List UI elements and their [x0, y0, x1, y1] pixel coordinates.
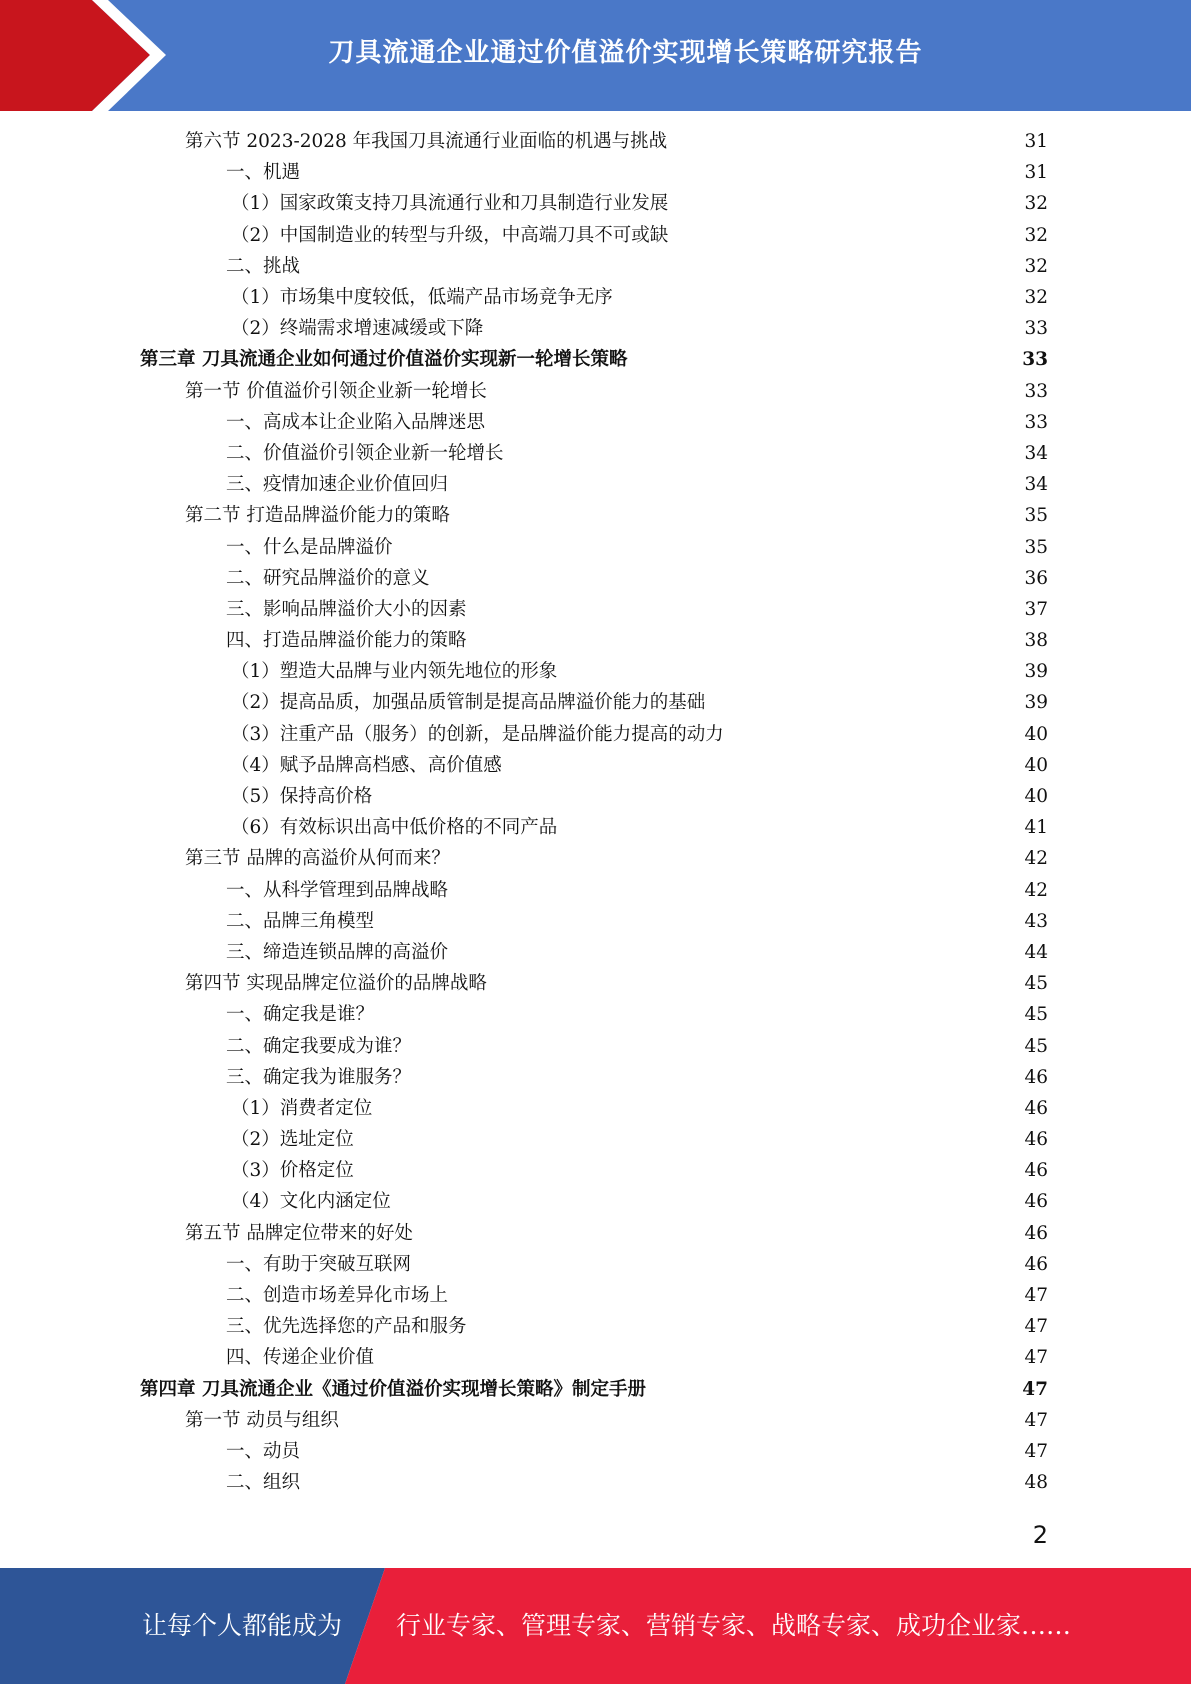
toc-entry-page: 40: [1024, 723, 1048, 745]
toc-entry-label: 第六节 2023-2028 年我国刀具流通行业面临的机遇与挑战: [185, 131, 668, 153]
toc-entry-label: 二、组织: [226, 1472, 301, 1494]
toc-entry-page: 47: [1024, 1347, 1048, 1369]
toc-entry-page: 31: [1024, 162, 1048, 184]
toc-dot-leader: [615, 289, 1023, 309]
toc-entry[interactable]: [140, 407, 1048, 438]
toc-dot-leader: [487, 413, 1022, 433]
toc-entry-label: 一、高成本让企业陷入品牌迷思: [226, 411, 486, 433]
page-footer: [0, 1568, 1191, 1684]
toc-dot-leader: [469, 600, 1023, 620]
toc-entry-page: 34: [1024, 442, 1048, 464]
toc-entry-page: 46: [1024, 1191, 1048, 1213]
toc-entry-label: （2）选址定位: [231, 1129, 354, 1151]
toc-entry[interactable]: [140, 719, 1048, 750]
toc-entry-page: 45: [1024, 973, 1048, 995]
toc-dot-leader: [559, 819, 1022, 839]
toc-entry-page: 42: [1024, 879, 1048, 901]
toc-entry-label: 二、确定我要成为谁？: [226, 1035, 412, 1057]
toc-entry-label: 二、创造市场差异化市场上: [226, 1285, 449, 1307]
toc-entry-page: 38: [1024, 630, 1048, 652]
toc-entry-label: 第四章 刀具流通企业《通过价值溢价实现增长策略》制定手册: [140, 1378, 646, 1400]
toc-entry[interactable]: [140, 1186, 1048, 1217]
toc-entry-label: 一、动员: [226, 1440, 301, 1462]
toc-entry[interactable]: [140, 500, 1048, 531]
toc-entry-page: 45: [1024, 1035, 1048, 1057]
toc-dot-leader: [374, 1099, 1022, 1119]
toc-entry-label: （4）文化内涵定位: [231, 1191, 391, 1213]
toc-entry[interactable]: [140, 1218, 1048, 1249]
toc-entry[interactable]: [140, 875, 1048, 906]
toc-entry[interactable]: [140, 469, 1048, 500]
toc-entry-page: 32: [1024, 255, 1048, 277]
toc-entry-page: 37: [1024, 598, 1048, 620]
toc-entry-label: （2）中国制造业的转型与升级，中高端刀具不可或缺: [231, 224, 669, 246]
toc-entry-label: 第一节 价值溢价引领企业新一轮增长: [185, 380, 487, 402]
toc-entry[interactable]: [140, 438, 1048, 469]
toc-dot-leader: [629, 351, 1020, 371]
toc-dot-leader: [302, 257, 1022, 277]
toc-dot-leader: [504, 756, 1023, 776]
toc-entry-page: 42: [1024, 848, 1048, 870]
toc-entry-page: 32: [1024, 287, 1048, 309]
toc-dot-leader: [432, 569, 1023, 589]
toc-entry[interactable]: [140, 376, 1048, 407]
toc-entry-label: 一、什么是品牌溢价: [226, 536, 393, 558]
toc-entry[interactable]: [140, 968, 1048, 999]
toc-entry-label: （2）提高品质，加强品质管制是提高品牌溢价能力的基础: [231, 692, 706, 714]
toc-dot-leader: [413, 1068, 1022, 1088]
toc-dot-leader: [670, 195, 1022, 215]
toc-entry-page: 32: [1024, 224, 1048, 246]
toc-dot-leader: [450, 943, 1022, 963]
toc-dot-leader: [356, 1162, 1023, 1182]
toc-entry[interactable]: [140, 1280, 1048, 1311]
toc-entry-label: （1）消费者定位: [231, 1097, 373, 1119]
toc-entry[interactable]: [140, 1467, 1048, 1498]
toc-entry-label: （3）价格定位: [231, 1160, 354, 1182]
toc-entry[interactable]: [140, 1405, 1048, 1436]
toc-entry-page: 47: [1024, 1316, 1048, 1338]
toc-entry[interactable]: [140, 843, 1048, 874]
toc-entry-label: 四、传递企业价值: [226, 1347, 375, 1369]
toc-entry-label: 二、品牌三角模型: [226, 910, 375, 932]
toc-dot-leader: [648, 1380, 1020, 1400]
toc-entry-label: 三、疫情加速企业价值回归: [226, 474, 449, 496]
toc-entry-page: 47: [1024, 1285, 1048, 1307]
toc-dot-leader: [485, 320, 1022, 340]
toc-entry-label: 第三节 品牌的高溢价从何而来？: [185, 848, 450, 870]
toc-entry[interactable]: [140, 594, 1048, 625]
footer-slogan-right: 行业专家、管理专家、营销专家、战略专家、成功企业家……: [396, 1611, 1072, 1640]
page-number: 2: [1032, 1521, 1048, 1549]
toc-entry-label: 一、确定我是谁？: [226, 1004, 375, 1026]
toc-entry-page: 39: [1024, 692, 1048, 714]
toc-dot-leader: [302, 164, 1022, 184]
toc-entry-label: （1）市场集中度较低，低端产品市场竞争无序: [231, 287, 613, 309]
toc-entry-page: 36: [1024, 567, 1048, 589]
toc-entry[interactable]: [140, 656, 1048, 687]
toc-dot-leader: [376, 1349, 1022, 1369]
toc-dot-leader: [726, 725, 1023, 745]
toc-entry-page: 41: [1024, 817, 1048, 839]
toc-dot-leader: [506, 444, 1023, 464]
toc-entry-page: 35: [1024, 536, 1048, 558]
toc-entry-label: 第三章 刀具流通企业如何通过价值溢价实现新一轮增长策略: [140, 349, 628, 371]
toc-entry-label: 第二节 打造品牌溢价能力的策略: [185, 505, 450, 527]
toc-dot-leader: [415, 1224, 1023, 1244]
toc-entry-page: 46: [1024, 1160, 1048, 1182]
table-of-contents: [140, 126, 1048, 1498]
toc-entry[interactable]: [140, 1062, 1048, 1093]
toc-entry-label: 四、打造品牌溢价能力的策略: [226, 630, 467, 652]
toc-dot-leader: [374, 788, 1022, 808]
toc-entry[interactable]: [140, 812, 1048, 843]
toc-entry-page: 44: [1024, 941, 1048, 963]
toc-entry[interactable]: [140, 313, 1048, 344]
toc-entry[interactable]: [140, 1311, 1048, 1342]
toc-entry-page: 40: [1024, 754, 1048, 776]
page-header: [0, 0, 1191, 111]
toc-dot-leader: [469, 1318, 1023, 1338]
toc-entry-page: 33: [1022, 349, 1048, 371]
toc-dot-leader: [469, 632, 1023, 652]
toc-entry[interactable]: [140, 1124, 1048, 1155]
toc-entry[interactable]: [140, 625, 1048, 656]
toc-entry-label: （1）国家政策支持刀具流通行业和刀具制造行业发展: [231, 193, 669, 215]
toc-dot-leader: [670, 226, 1022, 246]
toc-entry-label: （4）赋予品牌高档感、高价值感: [231, 754, 502, 776]
toc-entry[interactable]: [140, 344, 1048, 375]
toc-entry-page: 31: [1024, 131, 1048, 153]
toc-entry[interactable]: [140, 1342, 1048, 1373]
toc-entry-page: 39: [1024, 661, 1048, 683]
toc-dot-leader: [452, 507, 1023, 527]
toc-entry-label: 第五节 品牌定位带来的好处: [185, 1222, 413, 1244]
toc-entry-label: （5）保持高价格: [231, 786, 373, 808]
toc-entry-label: 三、影响品牌溢价大小的因素: [226, 598, 467, 620]
toc-entry-label: 二、价值溢价引领企业新一轮增长: [226, 442, 504, 464]
toc-entry-label: 三、确定我为谁服务？: [226, 1066, 412, 1088]
toc-entry-page: 47: [1024, 1409, 1048, 1431]
toc-dot-leader: [302, 1474, 1022, 1494]
toc-dot-leader: [669, 133, 1022, 153]
toc-entry-label: （6）有效标识出高中低价格的不同产品: [231, 817, 558, 839]
toc-entry[interactable]: [140, 220, 1048, 251]
toc-entry-page: 46: [1024, 1066, 1048, 1088]
toc-entry-label: 三、缔造连锁品牌的高溢价: [226, 941, 449, 963]
toc-entry-page: 47: [1024, 1440, 1048, 1462]
toc-entry-page: 43: [1024, 910, 1048, 932]
toc-entry[interactable]: [140, 1155, 1048, 1186]
toc-entry-label: （2）终端需求增速减缓或下降: [231, 318, 484, 340]
toc-entry-page: 45: [1024, 1004, 1048, 1026]
toc-entry-page: 46: [1024, 1129, 1048, 1151]
toc-dot-leader: [452, 850, 1023, 870]
toc-entry-label: （1）塑造大品牌与业内领先地位的形象: [231, 661, 558, 683]
toc-entry[interactable]: [140, 906, 1048, 937]
toc-entry[interactable]: [140, 531, 1048, 562]
toc-dot-leader: [395, 538, 1023, 558]
toc-dot-leader: [707, 694, 1022, 714]
toc-dot-leader: [376, 912, 1022, 932]
toc-dot-leader: [393, 1193, 1023, 1213]
toc-entry-page: 34: [1024, 474, 1048, 496]
toc-entry-page: 46: [1024, 1222, 1048, 1244]
toc-entry-label: 一、机遇: [226, 162, 301, 184]
toc-entry[interactable]: [140, 1093, 1048, 1124]
toc-entry[interactable]: [140, 157, 1048, 188]
toc-entry-label: （3）注重产品（服务）的创新，是品牌溢价能力提高的动力: [231, 723, 724, 745]
toc-dot-leader: [450, 476, 1022, 496]
toc-entry[interactable]: [140, 687, 1048, 718]
toc-entry-label: 三、优先选择您的产品和服务: [226, 1316, 467, 1338]
toc-dot-leader: [559, 663, 1022, 683]
toc-entry[interactable]: [140, 781, 1048, 812]
toc-dot-leader: [489, 975, 1023, 995]
toc-entry-label: 第一节 动员与组织: [185, 1409, 339, 1431]
toc-entry[interactable]: [140, 750, 1048, 781]
toc-entry[interactable]: [140, 1249, 1048, 1280]
toc-entry[interactable]: [140, 282, 1048, 313]
toc-entry[interactable]: [140, 1436, 1048, 1467]
toc-dot-leader: [450, 1287, 1022, 1307]
report-title: 刀具流通企业通过价值溢价实现增长策略研究报告: [328, 37, 923, 68]
toc-entry-page: 46: [1024, 1097, 1048, 1119]
toc-entry-page: 33: [1024, 380, 1048, 402]
toc-entry-page: 40: [1024, 786, 1048, 808]
toc-entry-label: 二、挑战: [226, 255, 301, 277]
toc-entry-label: 一、从科学管理到品牌战略: [226, 879, 449, 901]
toc-dot-leader: [450, 881, 1022, 901]
toc-dot-leader: [489, 382, 1023, 402]
toc-dot-leader: [413, 1037, 1022, 1057]
toc-entry[interactable]: [140, 1030, 1048, 1061]
toc-entry-page: 33: [1024, 318, 1048, 340]
toc-dot-leader: [341, 1411, 1023, 1431]
footer-slogan-left: 让每个人都能成为: [142, 1611, 343, 1640]
toc-dot-leader: [356, 1131, 1023, 1151]
toc-entry[interactable]: [140, 999, 1048, 1030]
toc-entry[interactable]: [140, 251, 1048, 282]
toc-entry-label: 第四节 实现品牌定位溢价的品牌战略: [185, 973, 487, 995]
toc-entry[interactable]: [140, 937, 1048, 968]
toc-entry[interactable]: [140, 1374, 1048, 1405]
toc-entry-page: 35: [1024, 505, 1048, 527]
toc-entry-page: 46: [1024, 1253, 1048, 1275]
toc-entry[interactable]: [140, 188, 1048, 219]
toc-entry[interactable]: [140, 126, 1048, 157]
toc-entry-label: 二、研究品牌溢价的意义: [226, 567, 430, 589]
toc-entry-page: 47: [1022, 1378, 1048, 1400]
toc-entry-page: 33: [1024, 411, 1048, 433]
toc-entry-label: 一、有助于突破互联网: [226, 1253, 412, 1275]
toc-dot-leader: [413, 1255, 1022, 1275]
toc-dot-leader: [376, 1006, 1022, 1026]
toc-entry-page: 32: [1024, 193, 1048, 215]
toc-dot-leader: [302, 1442, 1022, 1462]
toc-entry-page: 48: [1024, 1472, 1048, 1494]
toc-entry[interactable]: [140, 563, 1048, 594]
